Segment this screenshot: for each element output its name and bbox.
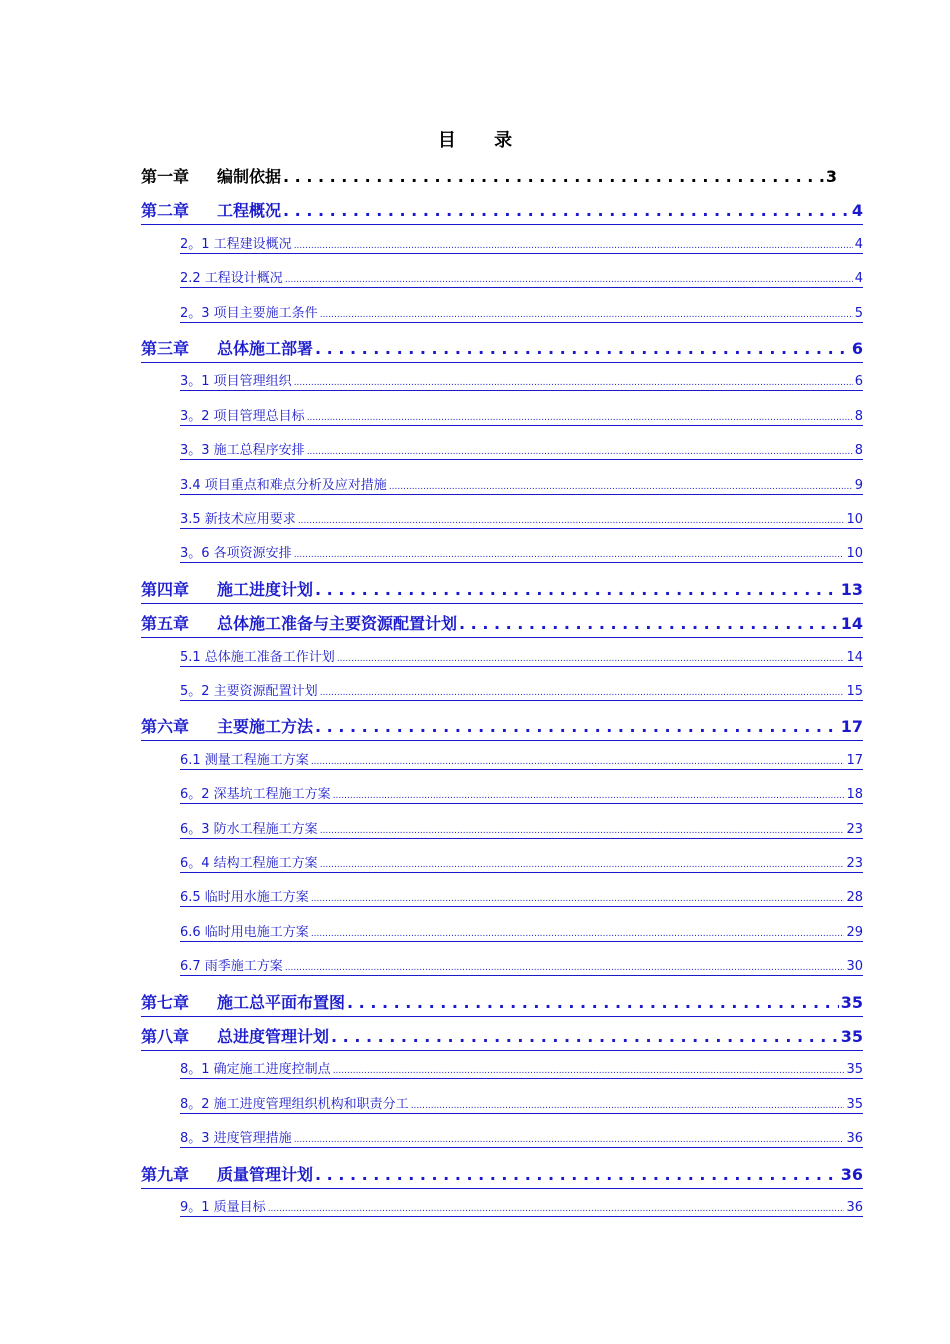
toc-chapter-number: 第九章 [141, 1164, 190, 1184]
toc-entry-label: 3.5 新技术应用要求 [180, 512, 296, 527]
toc-chapter-entry[interactable] [141, 336, 863, 363]
toc-section-entry[interactable] [180, 646, 863, 667]
toc-page-number: 23 [846, 821, 863, 837]
toc-title: 目 录 [437, 130, 529, 151]
toc-dot-leader [315, 717, 839, 736]
toc-dot-leader [283, 167, 824, 186]
toc-page-number: 30 [846, 959, 863, 975]
toc-dot-leader [389, 482, 853, 492]
toc-section-entry[interactable] [180, 474, 863, 495]
toc-section-entry[interactable] [180, 233, 863, 254]
toc-page-number: 36 [846, 1131, 863, 1147]
toc-entry-label: 2。3 项目主要施工条件 [180, 305, 318, 321]
toc-section-entry[interactable] [180, 886, 863, 907]
toc-entry-label: 编制依据 [217, 167, 282, 186]
toc-entry-label: 施工进度计划 [217, 579, 314, 599]
toc-dot-leader [298, 516, 845, 526]
toc-chapter-number: 第六章 [141, 717, 190, 737]
toc-section-entry[interactable] [180, 439, 863, 460]
toc-page-number: 29 [846, 924, 863, 940]
toc-chapter-number: 第七章 [141, 992, 190, 1012]
toc-entry-label: 6.6 临时用电施工方案 [180, 924, 309, 940]
toc-entry-label: 总体施工准备与主要资源配置计划 [217, 614, 458, 634]
toc-page-number: 8 [854, 408, 863, 424]
toc-entry-label: 3。2 项目管理总目标 [180, 408, 305, 424]
toc-section-entry[interactable] [180, 1127, 863, 1148]
toc-dot-leader [283, 201, 850, 220]
toc-section-entry[interactable] [180, 1058, 863, 1079]
toc-entry-label: 总体施工部署 [217, 339, 314, 358]
toc-entry-label: 3.4 项目重点和难点分析及应对措施 [180, 477, 387, 493]
toc-page-number: 35 [846, 1062, 863, 1078]
toc-section-entry[interactable] [180, 783, 863, 804]
toc-section-entry[interactable] [180, 749, 863, 770]
toc-chapter-number: 第一章 [141, 167, 190, 186]
toc-chapter-entry[interactable] [141, 714, 863, 741]
toc-page-number: 15 [846, 684, 863, 699]
toc-page-number: 36 [846, 1200, 863, 1215]
toc-entry-label: 2。1 工程建设概况 [180, 236, 292, 252]
toc-entry-label: 6.7 雨季施工方案 [180, 959, 283, 975]
toc-dot-leader [333, 1066, 845, 1076]
toc-chapter-number: 第二章 [141, 201, 190, 221]
toc-entry-label: 6.5 临时用水施工方案 [180, 890, 309, 906]
toc-dot-leader [294, 241, 853, 251]
toc-page-number: 6 [851, 339, 863, 358]
toc-dot-leader [320, 688, 845, 698]
toc-dot-leader [285, 275, 853, 285]
toc-entry-label: 质量管理计划 [217, 1164, 314, 1184]
toc-entry-label: 5。2 主要资源配置计划 [180, 684, 318, 699]
toc-section-entry[interactable] [180, 680, 863, 701]
toc-dot-leader [315, 580, 839, 599]
toc-entry-label: 9。1 质量目标 [180, 1200, 266, 1215]
toc-page-number: 4 [854, 236, 863, 252]
toc-dot-leader [285, 963, 845, 973]
toc-chapter-entry [141, 164, 837, 190]
toc-entry-label: 8。3 进度管理措施 [180, 1131, 292, 1147]
toc-entry-label: 施工总平面布置图 [217, 992, 346, 1012]
toc-page-number: 9 [854, 477, 863, 493]
toc-section-entry[interactable] [180, 405, 863, 426]
toc-dot-leader [307, 413, 853, 423]
toc-section-entry[interactable] [180, 267, 863, 288]
toc-dot-leader [307, 447, 853, 457]
toc-section-entry[interactable] [180, 1093, 863, 1114]
toc-dot-leader [459, 614, 839, 633]
toc-page-number: 14 [846, 649, 863, 665]
toc-entry-label: 3。6 各项资源安排 [180, 546, 292, 562]
toc-page-number: 28 [846, 890, 863, 906]
toc-page-number: 36 [840, 1164, 863, 1184]
toc-section-entry[interactable] [180, 508, 863, 529]
toc-page-number: 17 [846, 752, 863, 768]
toc-entry-label: 总进度管理计划 [217, 1027, 330, 1046]
toc-entry-label: 主要施工方法 [217, 717, 314, 737]
toc-dot-leader [311, 757, 845, 767]
toc-dot-leader [320, 310, 853, 320]
toc-entry-label: 6。2 深基坑工程施工方案 [180, 787, 331, 803]
toc-entry-label: 工程概况 [217, 201, 282, 221]
toc-chapter-entry[interactable] [141, 1024, 863, 1051]
toc-dot-leader [320, 826, 845, 836]
toc-entry-label: 2.2 工程设计概况 [180, 271, 283, 287]
toc-entry-label: 6.1 测量工程施工方案 [180, 752, 309, 768]
toc-page-number: 10 [846, 546, 863, 562]
toc-page-number: 13 [840, 579, 863, 599]
toc-entry-label: 6。4 结构工程施工方案 [180, 856, 318, 871]
toc-page-number: 35 [840, 1027, 863, 1046]
toc-chapter-number: 第四章 [141, 579, 190, 599]
toc-page-number: 6 [854, 374, 863, 390]
toc-dot-leader [294, 1135, 845, 1145]
toc-chapter-number: 第三章 [141, 339, 190, 358]
toc-chapter-number: 第八章 [141, 1027, 190, 1046]
toc-chapter-entry[interactable] [141, 990, 863, 1017]
toc-entry-label: 8。2 施工进度管理组织机构和职责分工 [180, 1096, 409, 1112]
toc-entry-label: 5.1 总体施工准备工作计划 [180, 649, 335, 665]
toc-dot-leader [337, 654, 845, 664]
toc-page-number: 4 [854, 271, 863, 287]
toc-page-number: 8 [854, 443, 863, 459]
toc-page-number: 23 [846, 856, 863, 871]
toc-dot-leader [331, 1027, 839, 1046]
toc-section-entry[interactable] [180, 1196, 863, 1217]
toc-section-entry[interactable] [180, 955, 863, 976]
toc-dot-leader [347, 993, 839, 1012]
toc-page-number: 14 [840, 614, 863, 634]
toc-dot-leader [311, 894, 845, 904]
toc-entry-label: 3。1 项目管理组织 [180, 374, 292, 390]
toc-dot-leader [315, 339, 850, 358]
toc-section-entry[interactable] [180, 302, 863, 323]
toc-page-number: 4 [851, 201, 863, 221]
toc-dot-leader [311, 929, 845, 939]
toc-dot-leader [294, 550, 845, 560]
toc-dot-leader [411, 1101, 845, 1111]
toc-section-entry[interactable] [180, 852, 863, 873]
toc-page-number: 35 [840, 992, 863, 1012]
toc-chapter-entry[interactable] [141, 198, 863, 225]
toc-page-number: 3 [825, 167, 837, 186]
toc-entry-label: 3。3 施工总程序安排 [180, 443, 305, 459]
toc-page-number: 17 [840, 717, 863, 737]
toc-section-entry[interactable] [180, 818, 863, 839]
toc-chapter-entry[interactable] [141, 577, 863, 604]
toc-page-number: 5 [854, 305, 863, 321]
toc-page-number: 10 [846, 512, 863, 527]
toc-dot-leader [333, 791, 845, 801]
toc-dot-leader [294, 378, 853, 388]
toc-section-entry[interactable] [180, 542, 863, 563]
toc-chapter-number: 第五章 [141, 614, 190, 634]
toc-page-number: 35 [846, 1096, 863, 1112]
toc-dot-leader [320, 860, 845, 870]
toc-entry-label: 8。1 确定施工进度控制点 [180, 1062, 331, 1078]
toc-entry-label: 6。3 防水工程施工方案 [180, 821, 318, 837]
toc-chapter-entry[interactable] [141, 611, 863, 638]
toc-section-entry[interactable] [180, 921, 863, 942]
toc-chapter-entry[interactable] [141, 1162, 863, 1189]
toc-section-entry[interactable] [180, 370, 863, 391]
toc-dot-leader [268, 1204, 845, 1214]
toc-dot-leader [315, 1165, 839, 1184]
toc-page-number: 18 [846, 787, 863, 803]
